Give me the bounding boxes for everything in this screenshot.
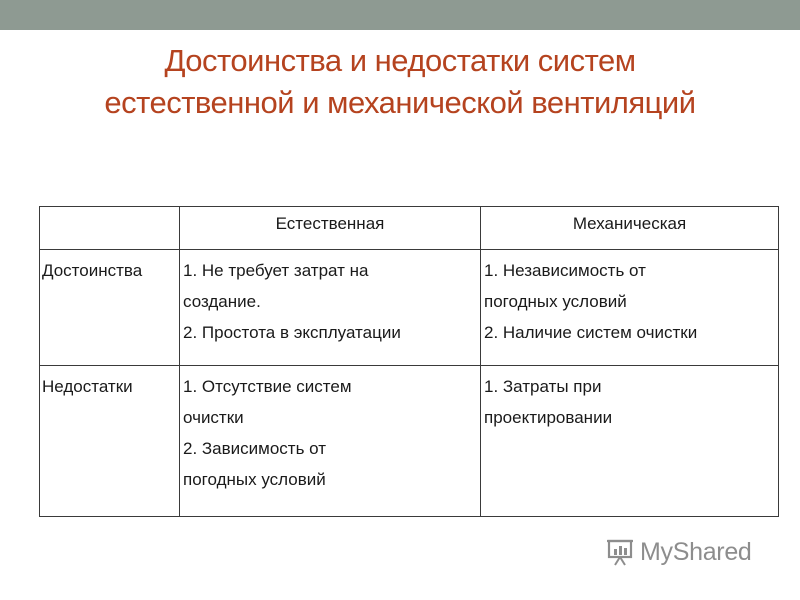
cell-line: погодных условий	[484, 292, 627, 311]
header-cell-mechanical: Механическая	[481, 207, 779, 250]
cell-line: 2. Зависимость от	[183, 439, 327, 458]
cell-advantages-mechanical	[481, 250, 779, 366]
table-header-row	[40, 207, 779, 250]
slide-title-line-2: естественной и механической вентиляций	[104, 85, 696, 120]
cell-line: 1. Независимость от	[484, 261, 646, 280]
cell-disadvantages-natural	[180, 366, 481, 517]
watermark-text: MyShared	[640, 537, 752, 566]
header-cell-natural: Естественная	[180, 207, 481, 250]
cell-line: 1. Не требует затрат на	[183, 261, 369, 280]
top-bar	[0, 0, 800, 30]
cell-disadvantages-mechanical	[481, 366, 779, 517]
cell-line: 2. Простота в эксплуатации	[183, 323, 401, 342]
table-row-disadvantages	[40, 366, 779, 517]
cell-advantages-natural	[180, 250, 481, 366]
cell-line: погодных условий	[183, 470, 326, 489]
cell-line: 1. Отсутствие систем	[183, 377, 352, 396]
table-row-advantages	[40, 250, 779, 366]
row-label-advantages: Достоинства	[40, 250, 180, 366]
header-cell-empty	[40, 207, 180, 250]
presentation-board-icon	[606, 537, 636, 567]
cell-line: создание.	[183, 292, 261, 311]
comparison-table	[39, 206, 779, 517]
slide-title	[0, 40, 800, 124]
myshared-watermark	[606, 534, 752, 570]
row-label-disadvantages: Недостатки	[40, 366, 180, 517]
cell-line: 2. Наличие систем очистки	[484, 323, 698, 342]
cell-line: проектировании	[484, 408, 613, 427]
slide-title-line-1: Достоинства и недостатки систем	[164, 43, 636, 78]
cell-line: 1. Затраты при	[484, 377, 602, 396]
cell-line: очистки	[183, 408, 244, 427]
